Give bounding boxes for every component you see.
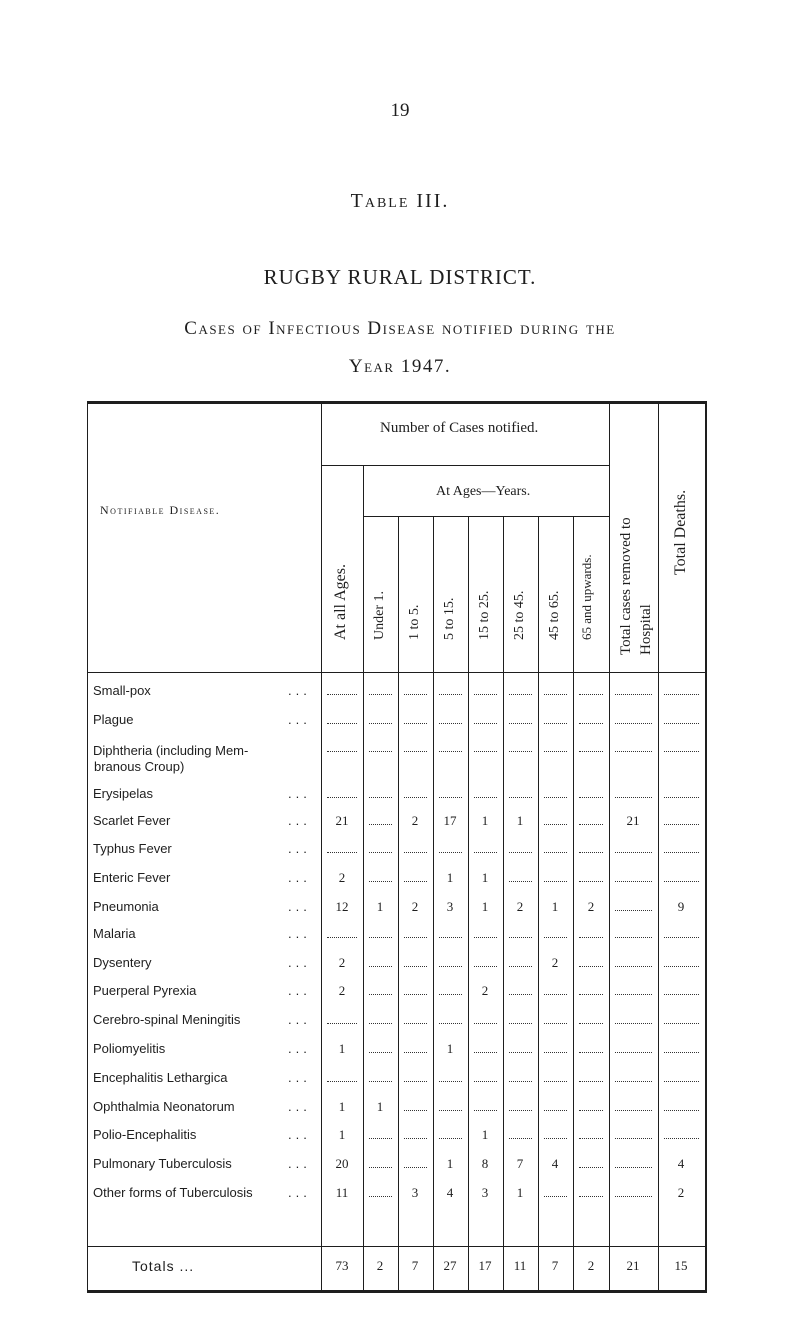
table-cell: 1 [516, 813, 524, 828]
empty-cell-leader [664, 994, 699, 995]
empty-cell-leader [579, 1138, 603, 1139]
row-disease-label: Scarlet Fever [93, 813, 171, 828]
empty-cell-leader [404, 881, 427, 882]
row-leader-dots: ... [288, 1012, 311, 1027]
totals-label: Totals ... [132, 1258, 195, 1274]
empty-cell-leader [579, 1081, 603, 1082]
subtitle-line-1: Cases of Infectious Disease notified during the [184, 318, 616, 339]
empty-cell-leader [439, 723, 462, 724]
empty-cell-leader [664, 1081, 699, 1082]
table-cell: 11 [335, 1185, 349, 1200]
empty-cell-leader [404, 751, 427, 752]
col-divider [468, 517, 469, 1292]
table-cell: 1 [446, 870, 454, 885]
row-leader-dots: ... [288, 1185, 311, 1200]
totals-cell: 7 [551, 1258, 559, 1273]
table-cell: 2 [551, 955, 559, 970]
row-disease-label: Small-pox [93, 683, 151, 698]
empty-cell-leader [509, 694, 532, 695]
header-age-15-to-25: 15 to 25. [477, 590, 492, 640]
empty-cell-leader [474, 966, 497, 967]
empty-cell-leader [579, 937, 603, 938]
empty-cell-leader [369, 937, 392, 938]
empty-cell-leader [664, 797, 699, 798]
col-divider [538, 517, 539, 1292]
empty-cell-leader [474, 723, 497, 724]
empty-cell-leader [615, 1023, 652, 1024]
table-cell: 8 [481, 1156, 489, 1171]
totals-cell: 7 [411, 1258, 419, 1273]
col-divider [573, 517, 574, 1292]
empty-cell-leader [439, 966, 462, 967]
empty-cell-leader [404, 1052, 427, 1053]
col-divider [363, 466, 364, 1292]
empty-cell-leader [579, 1167, 603, 1168]
empty-cell-leader [664, 1138, 699, 1139]
empty-cell-leader [615, 881, 652, 882]
table-cell: 4 [446, 1185, 454, 1200]
row-leader-dots: ... [288, 926, 311, 941]
empty-cell-leader [509, 723, 532, 724]
empty-cell-leader [369, 1196, 392, 1197]
empty-cell-leader [544, 1081, 567, 1082]
empty-cell-leader [579, 694, 603, 695]
totals-cell: 73 [335, 1258, 349, 1273]
table-cell: 2 [411, 813, 419, 828]
empty-cell-leader [579, 966, 603, 967]
empty-cell-leader [327, 751, 357, 752]
table-cell: 1 [338, 1127, 346, 1142]
table-cell: 1 [481, 1127, 489, 1142]
row-disease-label: Polio-Encephalitis [93, 1127, 197, 1142]
empty-cell-leader [509, 966, 532, 967]
totals-cell: 21 [626, 1258, 640, 1273]
empty-cell-leader [369, 723, 392, 724]
empty-cell-leader [474, 1110, 497, 1111]
row-disease-label: Plague [93, 712, 134, 727]
table-cell: 2 [677, 1185, 685, 1200]
empty-cell-leader [369, 1138, 392, 1139]
empty-cell-leader [544, 694, 567, 695]
empty-cell-leader [404, 797, 427, 798]
empty-cell-leader [544, 723, 567, 724]
row-disease-label: Poliomyelitis [93, 1041, 166, 1056]
empty-cell-leader [509, 881, 532, 882]
row-disease-label: Ophthalmia Neonatorum [93, 1099, 235, 1114]
table-cell: 3 [481, 1185, 489, 1200]
table-cell: 20 [335, 1156, 349, 1171]
row-leader-dots: ... [288, 1070, 311, 1085]
row-leader-dots: ... [288, 683, 311, 698]
empty-cell-leader [544, 1052, 567, 1053]
totals-cell: 17 [478, 1258, 492, 1273]
empty-cell-leader [509, 1052, 532, 1053]
empty-cell-leader [544, 751, 567, 752]
empty-cell-leader [664, 751, 699, 752]
table-cell: 21 [335, 813, 349, 828]
table-bottom-rule [87, 1290, 707, 1293]
empty-cell-leader [439, 1138, 462, 1139]
empty-cell-leader [369, 824, 392, 825]
row-leader-dots: ... [288, 870, 311, 885]
row-disease-label: Dysentery [93, 955, 152, 970]
empty-cell-leader [327, 1023, 357, 1024]
empty-cell-leader [544, 797, 567, 798]
empty-cell-leader [579, 797, 603, 798]
row-disease-label: Diphtheria (including Mem- [93, 743, 249, 758]
empty-cell-leader [327, 723, 357, 724]
totals-cell: 27 [443, 1258, 457, 1273]
table-cell: 1 [481, 813, 489, 828]
header-age-under-1: Under 1. [372, 591, 387, 640]
table-cell: 2 [587, 899, 595, 914]
row-leader-dots: ... [288, 899, 311, 914]
table-left-border [87, 402, 88, 1292]
empty-cell-leader [474, 1023, 497, 1024]
table-cell: 1 [376, 899, 384, 914]
empty-cell-leader [439, 797, 462, 798]
empty-cell-leader [664, 937, 699, 938]
empty-cell-leader [327, 797, 357, 798]
table-right-border [705, 402, 707, 1292]
empty-cell-leader [664, 1023, 699, 1024]
header-age-1-to-5: 1 to 5. [407, 604, 422, 640]
table-cell: 2 [411, 899, 419, 914]
empty-cell-leader [404, 1167, 427, 1168]
table-cell: 2 [338, 870, 346, 885]
district-title: RUGBY RURAL DISTRICT. [263, 265, 537, 289]
table-cell: 1 [338, 1041, 346, 1056]
number-notified-rule [321, 465, 609, 466]
empty-cell-leader [615, 751, 652, 752]
row-disease-label: Enteric Fever [93, 870, 171, 885]
empty-cell-leader [327, 937, 357, 938]
empty-cell-leader [579, 881, 603, 882]
empty-cell-leader [404, 966, 427, 967]
empty-cell-leader [509, 1110, 532, 1111]
empty-cell-leader [509, 797, 532, 798]
empty-cell-leader [509, 937, 532, 938]
empty-cell-leader [404, 1110, 427, 1111]
empty-cell-leader [509, 1081, 532, 1082]
table-cell: 1 [551, 899, 559, 914]
row-disease-label: Pneumonia [93, 899, 159, 914]
row-leader-dots: ... [288, 786, 311, 801]
empty-cell-leader [404, 937, 427, 938]
empty-cell-leader [664, 1110, 699, 1111]
totals-cell: 11 [513, 1258, 527, 1273]
table-cell: 2 [338, 983, 346, 998]
empty-cell-leader [369, 966, 392, 967]
col-divider [503, 517, 504, 1292]
totals-cell: 15 [674, 1258, 688, 1273]
empty-cell-leader [509, 751, 532, 752]
empty-cell-leader [474, 797, 497, 798]
row-disease-label: Malaria [93, 926, 136, 941]
empty-cell-leader [544, 852, 567, 853]
empty-cell-leader [404, 852, 427, 853]
col-divider [433, 517, 434, 1292]
empty-cell-leader [579, 994, 603, 995]
empty-cell-leader [509, 852, 532, 853]
table-cell: 7 [516, 1156, 524, 1171]
empty-cell-leader [544, 994, 567, 995]
empty-cell-leader [579, 824, 603, 825]
empty-cell-leader [474, 751, 497, 752]
empty-cell-leader [615, 937, 652, 938]
row-leader-dots: ... [288, 1156, 311, 1171]
empty-cell-leader [579, 852, 603, 853]
empty-cell-leader [439, 937, 462, 938]
col-divider [321, 402, 322, 1292]
empty-cell-leader [579, 1196, 603, 1197]
empty-cell-leader [327, 852, 357, 853]
row-disease-label: Pulmonary Tuberculosis [93, 1156, 232, 1171]
empty-cell-leader [615, 910, 652, 911]
empty-cell-leader [369, 852, 392, 853]
totals-top-rule [87, 1246, 707, 1247]
empty-cell-leader [439, 1110, 462, 1111]
table-cell: 1 [481, 899, 489, 914]
table-cell: 2 [516, 899, 524, 914]
table-cell: 12 [335, 899, 349, 914]
empty-cell-leader [579, 751, 603, 752]
row-leader-dots: ... [288, 841, 311, 856]
table-cell: 21 [626, 813, 640, 828]
empty-cell-leader [439, 994, 462, 995]
empty-cell-leader [474, 1052, 497, 1053]
empty-cell-leader [544, 1196, 567, 1197]
table-cell: 2 [481, 983, 489, 998]
row-disease-label: Erysipelas [93, 786, 153, 801]
empty-cell-leader [579, 1052, 603, 1053]
empty-cell-leader [544, 881, 567, 882]
row-leader-dots: ... [288, 712, 311, 727]
row-leader-dots: ... [288, 1127, 311, 1142]
empty-cell-leader [664, 723, 699, 724]
header-bottom-rule [87, 672, 707, 673]
row-disease-label: Puerperal Pyrexia [93, 983, 197, 998]
empty-cell-leader [664, 694, 699, 695]
totals-cell: 2 [587, 1258, 595, 1273]
header-removed-to-hospital: Total cases removed to Hospital [618, 517, 654, 655]
empty-cell-leader [615, 852, 652, 853]
empty-cell-leader [509, 1138, 532, 1139]
subtitle-line-2: Year 1947. [348, 356, 452, 377]
empty-cell-leader [327, 1081, 357, 1082]
empty-cell-leader [327, 694, 357, 695]
empty-cell-leader [369, 1081, 392, 1082]
empty-cell-leader [369, 1023, 392, 1024]
table-cell: 3 [411, 1185, 419, 1200]
empty-cell-leader [369, 881, 392, 882]
empty-cell-leader [615, 1081, 652, 1082]
empty-cell-leader [439, 852, 462, 853]
empty-cell-leader [404, 723, 427, 724]
empty-cell-leader [369, 797, 392, 798]
table-cell: 3 [446, 899, 454, 914]
empty-cell-leader [439, 751, 462, 752]
col-divider [398, 517, 399, 1292]
header-age-45-to-65: 45 to 65. [547, 590, 562, 640]
empty-cell-leader [439, 1023, 462, 1024]
totals-cell: 2 [376, 1258, 384, 1273]
empty-cell-leader [615, 1052, 652, 1053]
table-cell: 1 [516, 1185, 524, 1200]
table-cell: 9 [677, 899, 685, 914]
table-cell: 17 [443, 813, 457, 828]
empty-cell-leader [369, 1052, 392, 1053]
empty-cell-leader [474, 1081, 497, 1082]
table-title: Table III. [350, 190, 450, 212]
empty-cell-leader [615, 694, 652, 695]
empty-cell-leader [615, 797, 652, 798]
row-leader-dots: ... [288, 1099, 311, 1114]
table-cell: 2 [338, 955, 346, 970]
empty-cell-leader [579, 1023, 603, 1024]
table-cell: 1 [446, 1156, 454, 1171]
empty-cell-leader [369, 1167, 392, 1168]
empty-cell-leader [439, 1081, 462, 1082]
col-divider [658, 402, 659, 1292]
row-disease-label: Typhus Fever [93, 841, 172, 856]
header-at-all-ages: At all Ages. [332, 564, 349, 640]
empty-cell-leader [404, 994, 427, 995]
empty-cell-leader [544, 824, 567, 825]
empty-cell-leader [615, 723, 652, 724]
header-age-25-to-45: 25 to 45. [512, 590, 527, 640]
empty-cell-leader [439, 694, 462, 695]
empty-cell-leader [664, 1052, 699, 1053]
table-cell: 4 [677, 1156, 685, 1171]
header-age-65-upwards: 65 and upwards. [579, 554, 594, 640]
empty-cell-leader [664, 852, 699, 853]
header-notifiable-disease: Notifiable Disease. [100, 503, 221, 517]
row-leader-dots: ... [288, 813, 311, 828]
row-disease-label: Other forms of Tuberculosis [93, 1185, 253, 1200]
col-divider [609, 402, 610, 1292]
header-age-5-to-15: 5 to 15. [442, 597, 457, 640]
header-number-notified: Number of Cases notified. [380, 420, 539, 436]
empty-cell-leader [579, 723, 603, 724]
table-top-rule [87, 401, 707, 404]
empty-cell-leader [664, 881, 699, 882]
empty-cell-leader [404, 1138, 427, 1139]
empty-cell-leader [544, 1138, 567, 1139]
empty-cell-leader [509, 1023, 532, 1024]
row-leader-dots: ... [288, 983, 311, 998]
empty-cell-leader [369, 994, 392, 995]
empty-cell-leader [615, 1110, 652, 1111]
table-cell: 1 [376, 1099, 384, 1114]
empty-cell-leader [615, 994, 652, 995]
header-at-ages-years: At Ages—Years. [436, 484, 531, 499]
empty-cell-leader [664, 824, 699, 825]
table-cell: 1 [446, 1041, 454, 1056]
empty-cell-leader [544, 937, 567, 938]
row-disease-label: Cerebro-spinal Meningitis [93, 1012, 241, 1027]
header-total-deaths: Total Deaths. [672, 489, 689, 575]
empty-cell-leader [615, 1138, 652, 1139]
table-cell: 1 [481, 870, 489, 885]
empty-cell-leader [474, 852, 497, 853]
empty-cell-leader [579, 1110, 603, 1111]
table-cell: 4 [551, 1156, 559, 1171]
empty-cell-leader [544, 1110, 567, 1111]
row-disease-label-line2: branous Croup) [94, 759, 185, 774]
empty-cell-leader [615, 1196, 652, 1197]
empty-cell-leader [544, 1023, 567, 1024]
empty-cell-leader [404, 694, 427, 695]
empty-cell-leader [404, 1023, 427, 1024]
empty-cell-leader [474, 937, 497, 938]
table-cell: 1 [338, 1099, 346, 1114]
empty-cell-leader [615, 966, 652, 967]
page-number: 19 [390, 100, 410, 121]
row-leader-dots: ... [288, 955, 311, 970]
empty-cell-leader [474, 694, 497, 695]
empty-cell-leader [404, 1081, 427, 1082]
empty-cell-leader [615, 1167, 652, 1168]
row-disease-label: Encephalitis Lethargica [93, 1070, 228, 1085]
empty-cell-leader [509, 994, 532, 995]
empty-cell-leader [664, 966, 699, 967]
row-leader-dots: ... [288, 1041, 311, 1056]
empty-cell-leader [369, 751, 392, 752]
empty-cell-leader [369, 694, 392, 695]
